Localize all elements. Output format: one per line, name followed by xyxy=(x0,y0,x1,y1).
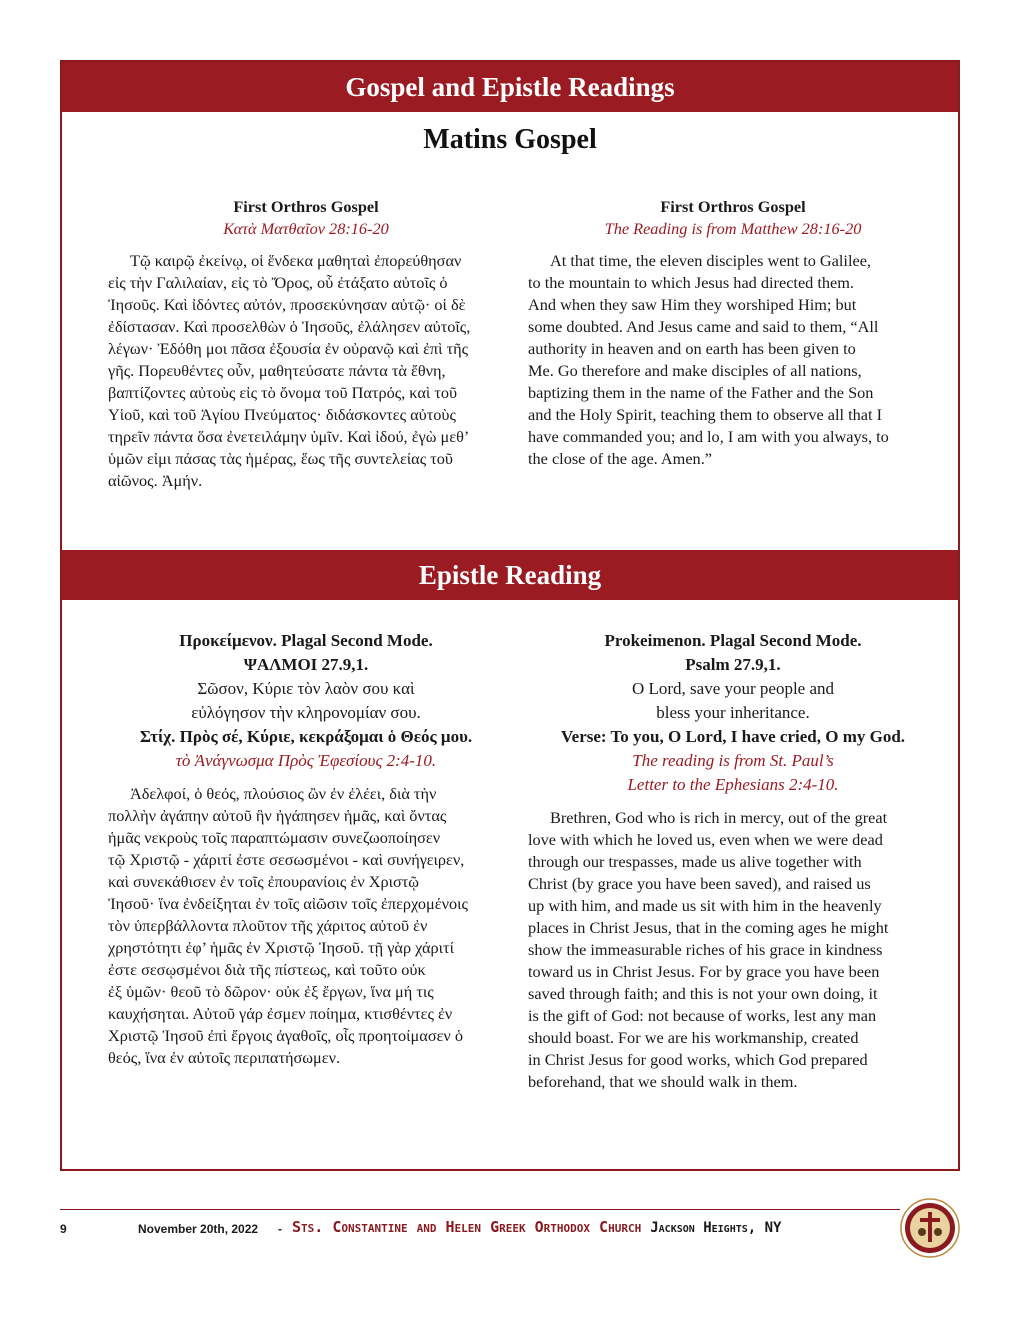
gospel-greek-title: First Orthros Gospel xyxy=(233,197,379,216)
gospel-english-title: First Orthros Gospel xyxy=(660,197,806,216)
text-line: βαπτίζοντες αὐτοὺς εἰς τὸ ὄνομα τοῦ Πατρός, καὶ τοῦ xyxy=(108,383,458,402)
text-line: πολλὴν ἀγάπην αὐτοῦ ἣν ἠγάπησεν ἡμᾶς, καὶ ὄντας xyxy=(108,806,447,825)
footer-divider xyxy=(60,1209,900,1210)
gospel-english-column xyxy=(528,196,938,470)
epistle-banner: Epistle Reading xyxy=(62,550,958,600)
epistle-greek-column xyxy=(108,629,504,1069)
text-line: and the Holy Spirit, teaching them to observe all that I xyxy=(528,405,883,424)
psalm-greek: ΨΑΛΜΟΙ 27.9,1. xyxy=(243,655,369,674)
verse-english-2: bless your inheritance. xyxy=(656,703,810,722)
verse-greek-2: εὐλόγησον τὴν κληρονομίαν σου. xyxy=(191,703,421,722)
text-line: ἡμᾶς νεκροὺς τοῖς παραπτώμασιν συνεζωοποίησεν xyxy=(108,828,441,847)
psalm-english: Psalm 27.9,1. xyxy=(685,655,781,674)
text-line: baptizing them in the name of the Father and the Son xyxy=(528,383,874,402)
matins-title: Matins Gospel xyxy=(423,124,597,155)
text-line: up with him, and made us sit with him in the heavenly xyxy=(528,896,882,915)
text-line: the close of the age. Amen.” xyxy=(528,449,712,468)
text-line: beforehand, that we should walk in them. xyxy=(528,1072,798,1091)
prokeimenon-english: Prokeimenon. Plagal Second Mode. xyxy=(604,631,862,650)
text-line: to the mountain to which Jesus had directed them. xyxy=(528,273,855,292)
text-line: τηρεῖν πάντα ὅσα ἐνετειλάμην ὑμῖν. Καὶ ἰδού, ἐγὼ μεθ’ xyxy=(108,427,470,446)
text-line: toward us in Christ Jesus. For by grace you have been xyxy=(528,962,880,981)
epistle-english-ref-2: Letter to the Ephesians 2:4-10. xyxy=(627,775,839,794)
text-line: χρηστότητι ἐφ’ ἡμᾶς ἐν Χριστῷ Ἰησοῦ. τῇ γὰρ χάριτί xyxy=(108,938,454,957)
stich-english: Verse: To you, O Lord, I have cried, O my God. xyxy=(560,727,906,746)
text-line: Τῷ καιρῷ ἐκείνῳ, οἱ ἕνδεκα μαθηταὶ ἐπορεύθησαν xyxy=(130,251,462,270)
verse-english-1: O Lord, save your people and xyxy=(631,679,835,698)
footer-separator: - xyxy=(278,1222,282,1236)
footer-church xyxy=(292,1218,781,1236)
text-line: saved through faith; and this is not your own doing, it xyxy=(528,984,878,1003)
text-line: through our trespasses, made us alive together with xyxy=(528,852,862,871)
text-line: Ἰησοῦς. Καὶ ἰδόντες αὐτόν, προσεκύνησαν αὐτῷ· οἱ δὲ xyxy=(108,295,466,314)
text-line: καὶ συνεκάθισεν ἐν τοῖς ἐπουρανίοις ἐν Χριστῷ xyxy=(108,872,420,891)
text-line: εἰς τὴν Γαλιλαίαν, εἰς τὸ Ὄρος, οὗ ἐτάξατο αὐτοῖς ὁ xyxy=(108,273,448,292)
text-line: ἐστε σεσῳσμένοι διὰ τῆς πίστεως, καὶ τοῦτο οὐκ xyxy=(108,960,426,979)
text-line: Ἰησοῦ· ἵνα ἐνδείξηται ἐν τοῖς αἰῶσιν τοῖς ἐπερχομένοις xyxy=(108,894,468,913)
text-line: authority in heaven and on earth has been given to xyxy=(528,339,856,358)
stich-greek: Στίχ. Πρὸς σέ, Κύριε, κεκράξομαι ὁ Θεός μου. xyxy=(139,727,473,746)
text-line: places in Christ Jesus, that in the coming ages he might xyxy=(528,918,889,937)
text-line: should boast. For we are his workmanship, created xyxy=(528,1028,859,1047)
text-line: γῆς. Πορευθέντες οὖν, μαθητεύσατε πάντα τὰ ἔθνη, xyxy=(108,361,446,380)
text-line: ὑμῶν εἰμι πάσας τὰς ἡμέρας, ἕως τῆς συντελείας τοῦ xyxy=(108,449,453,468)
text-line: is the gift of God: not because of works, lest any man xyxy=(528,1006,877,1025)
text-line: love with which he loved us, even when we were dead xyxy=(528,830,883,849)
church-city: Jackson Heights, NY xyxy=(650,1220,782,1236)
epistle-greek-text xyxy=(108,783,504,1069)
gospel-greek-text xyxy=(108,250,504,492)
epistle-english-ref-1: The reading is from St. Paul’s xyxy=(632,751,834,770)
epistle-greek-ref: τὸ Ἀνάγνωσμα Πρὸς Ἐφεσίους 2:4-10. xyxy=(175,751,437,770)
text-line: αἰῶνος. Ἀμήν. xyxy=(108,471,203,490)
text-line: And when they saw Him they worshiped Him; but xyxy=(528,295,857,314)
prokeimenon-greek: Προκείμενον. Plagal Second Mode. xyxy=(179,631,433,650)
text-line: Ἀδελφοί, ὁ θεός, πλούσιος ὢν ἐν ἐλέει, διὰ τὴν xyxy=(130,784,437,803)
text-line: τῷ Χριστῷ - χάριτί ἐστε σεσωσμένοι - καὶ συνήγειρεν, xyxy=(108,850,465,869)
church-seal-icon xyxy=(900,1198,960,1258)
verse-greek-1: Σῶσον, Κύριε τὸν λαὸν σου καὶ xyxy=(197,679,415,698)
text-line: λέγων· Ἐδόθη μοι πᾶσα ἐξουσία ἐν οὐρανῷ καὶ ἐπὶ τῆς xyxy=(108,339,469,358)
text-line: θεός, ἵνα ἐν αὐτοῖς περιπατήσωμεν. xyxy=(108,1048,341,1067)
gospel-greek-ref: Κατὰ Ματθαῖον 28:16-20 xyxy=(223,219,389,238)
gospel-banner: Gospel and Epistle Readings xyxy=(62,62,958,112)
text-line: in Christ Jesus for good works, which God prepared xyxy=(528,1050,868,1069)
text-line: show the immeasurable riches of his grace in kindness xyxy=(528,940,883,959)
epistle-english-text xyxy=(528,807,938,1093)
text-line: Υἱοῦ, καὶ τοῦ Ἁγίου Πνεύματος· διδάσκοντες αὐτοὺς xyxy=(108,405,456,424)
text-line: Brethren, God who is rich in mercy, out of the great xyxy=(550,808,888,827)
readings-frame xyxy=(60,60,960,1171)
gospel-english-ref: The Reading is from Matthew 28:16-20 xyxy=(604,219,862,238)
gospel-english-text xyxy=(528,250,938,470)
text-line: have commanded you; and lo, I am with you always, to xyxy=(528,427,889,446)
epistle-english-column xyxy=(528,629,938,1093)
text-line: Christ (by grace you have been saved), and raised us xyxy=(528,874,871,893)
text-line: some doubted. And Jesus came and said to them, “All xyxy=(528,317,879,336)
gospel-greek-column xyxy=(108,196,504,492)
text-line: Me. Go therefore and make disciples of all nations, xyxy=(528,361,862,380)
page-number: 9 xyxy=(60,1222,67,1236)
text-line: At that time, the eleven disciples went to Galilee, xyxy=(550,251,872,270)
footer-date: November 20th, 2022 xyxy=(138,1222,259,1236)
church-name: Sts. Constantine and Helen Greek Orthodox Church xyxy=(292,1218,642,1236)
text-line: τὸν ὑπερβάλλοντα πλοῦτον τῆς χάριτος αὐτοῦ ἐν xyxy=(108,916,428,935)
text-line: καυχήσηται. Αὐτοῦ γάρ ἐσμεν ποίημα, κτισθέντες ἐν xyxy=(108,1004,453,1023)
text-line: ἐξ ὑμῶν· θεοῦ τὸ δῶρον· οὐκ ἐξ ἔργων, ἵνα μή τις xyxy=(108,982,434,1001)
text-line: ἐδίστασαν. Καὶ προσελθὼν ὁ Ἰησοῦς, ἐλάλησεν αὐτοῖς, xyxy=(108,317,471,336)
text-line: Χριστῷ Ἰησοῦ ἐπὶ ἔργοις ἀγαθοῖς, οἷς προητοίμασεν ὁ xyxy=(108,1026,463,1045)
